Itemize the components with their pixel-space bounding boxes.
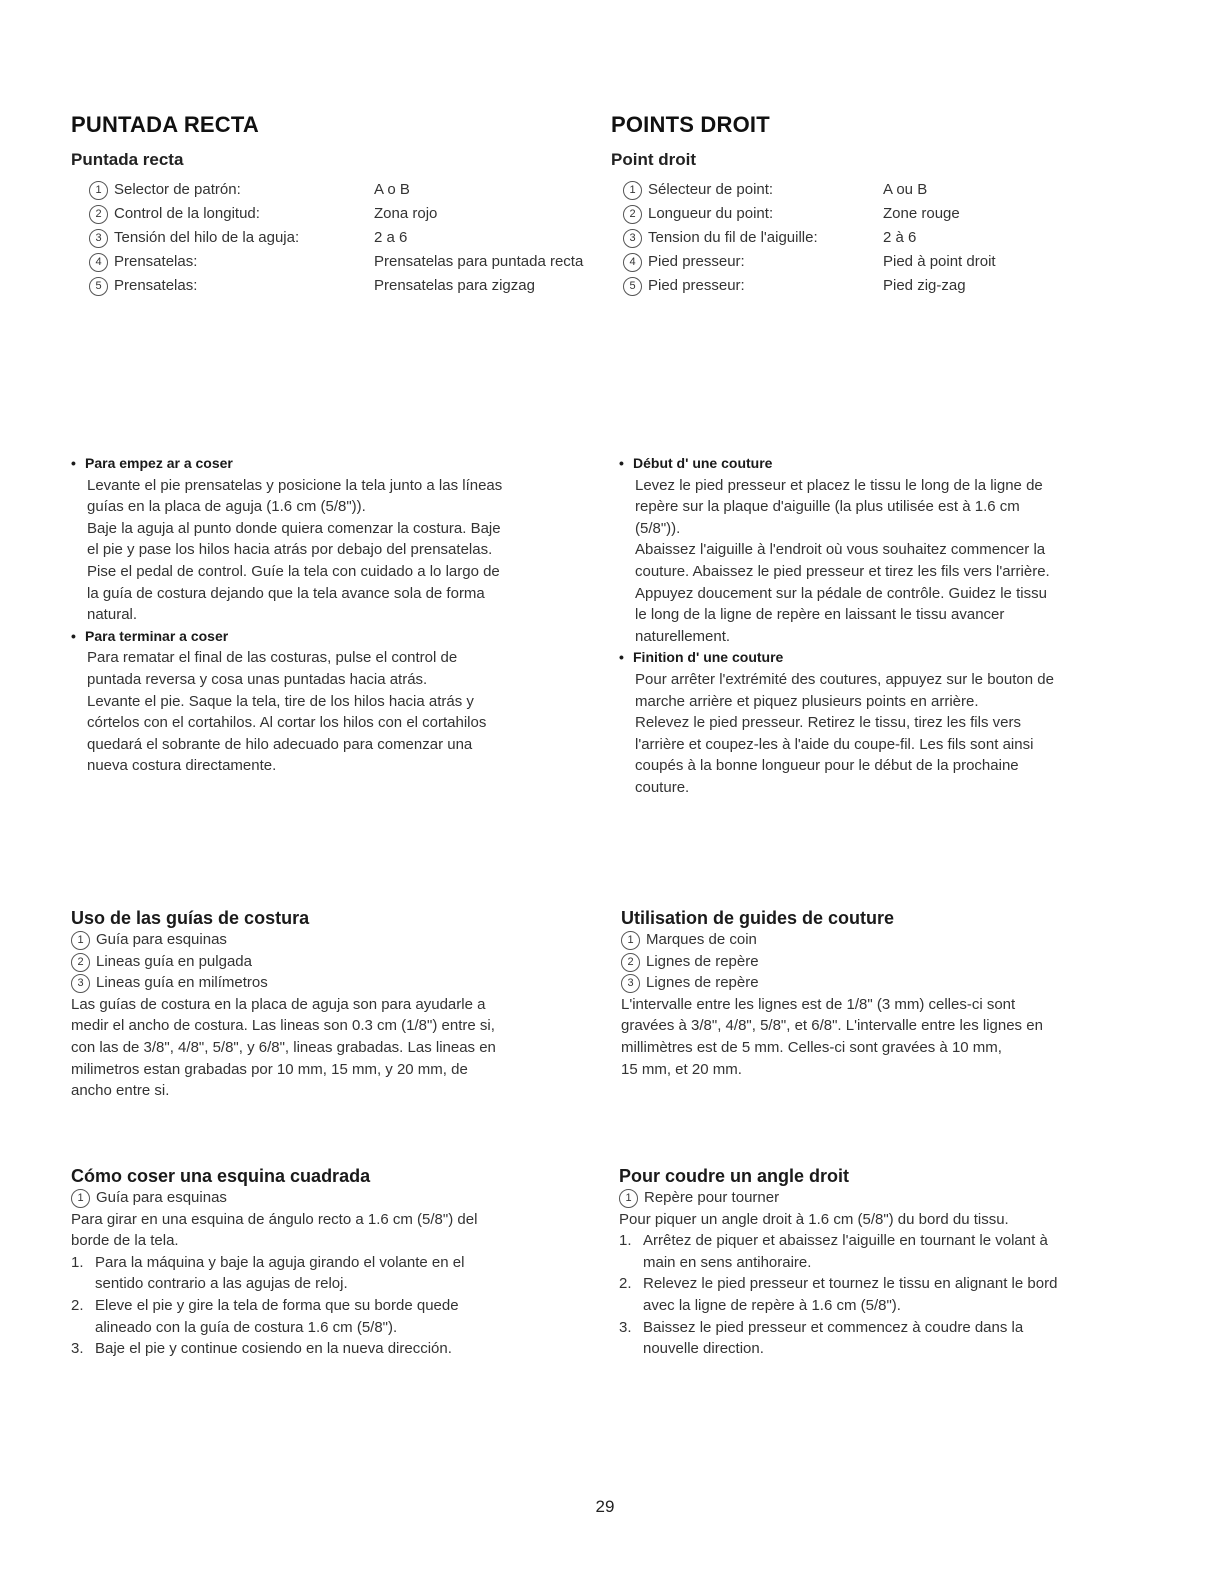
step-text: [95, 1338, 452, 1360]
item-text: Repère pour tourner: [644, 1189, 780, 1206]
spec-value: 2 à 6: [883, 229, 917, 246]
spec-label: Tension du fil de l'aiguille:: [648, 229, 818, 246]
text-line: naturellement.: [635, 627, 731, 645]
section-heading: Cómo coser una esquina cuadrada: [71, 1166, 371, 1186]
spec-label-cell: [89, 250, 374, 274]
text-line: nouvelle direction.: [643, 1340, 764, 1358]
spec-value: Prensatelas para puntada recta: [374, 253, 584, 270]
text-line: l'arrière et coupez-les à l'aide du coupe-fil. Les fils sont ainsi: [635, 735, 1034, 753]
step-text: [643, 1230, 1048, 1273]
text-line: Para girar en una esquina de ángulo recto a 1.6 cm (5/8") del: [71, 1210, 478, 1228]
page-number: 29: [595, 1497, 615, 1516]
text-line: la guía de costura dejando que la tela avance sola de forma: [87, 584, 485, 602]
spec-table: [71, 178, 591, 298]
text-line: coupés à la bonne longueur pour le début de la prochaine: [635, 757, 1019, 775]
spec-label-cell: [623, 202, 883, 226]
circled-number-icon: 2: [623, 205, 642, 224]
section-heading: Pour coudre un angle droit: [619, 1166, 850, 1186]
circled-number-icon: 1: [621, 931, 640, 950]
text-line: Abaissez l'aiguille à l'endroit où vous souhaitez commencer la: [635, 541, 1046, 559]
paragraph: [71, 1209, 591, 1252]
spec-label-cell: [89, 274, 374, 298]
text-line: avec la ligne de repère à 1.6 cm (5/8").: [643, 1296, 901, 1314]
circled-number-icon: 1: [89, 181, 108, 200]
item-text: Guía para esquinas: [96, 1189, 227, 1206]
item-text: Lignes de repère: [646, 952, 759, 970]
text-line: Levez le pied presseur et placez le tissu le long de la ligne de: [635, 476, 1043, 494]
circled-number-icon: 2: [71, 953, 90, 972]
list-item: [71, 1252, 591, 1295]
text-line: (5/8")).: [635, 519, 681, 537]
spec-label: Selector de patrón:: [114, 181, 241, 198]
bullet-icon: •: [71, 455, 76, 471]
section-heading: Utilisation de guides de couture: [621, 908, 895, 928]
text-line: gravées à 3/8", 4/8", 5/8", et 6/8". L'intervalle entre les lignes en: [621, 1017, 1043, 1035]
step-number: 1.: [71, 1253, 84, 1271]
text-line: natural.: [87, 606, 138, 624]
text-line: quedará el sobrante de hilo adecuado para comenzar una: [87, 735, 473, 753]
spec-value: Pied à point droit: [883, 253, 996, 270]
item-list: [621, 929, 1161, 994]
bullet-icon: •: [71, 627, 76, 644]
paragraph: [619, 1209, 1159, 1231]
spec-label-cell: [623, 178, 883, 202]
text-line: millimètres est de 5 mm. Celles-ci sont gravées à 10 mm,: [621, 1038, 1002, 1056]
text-line: Pour arrêter l'extrémité des coutures, appuyez sur le bouton de: [635, 670, 1054, 688]
text-line: alineado con la guía de costura 1.6 cm (5/8").: [95, 1318, 398, 1336]
paragraph: [71, 475, 591, 626]
text-line: milimetros estan grabadas por 10 mm, 15 mm, y 20 mm, de: [71, 1060, 468, 1078]
text-line: Relevez le pied presseur et tournez le tissu en alignant le bord: [643, 1275, 1058, 1293]
text-line: el pie y pase los hilos hacia atrás por debajo del prensatelas.: [87, 541, 493, 559]
spec-label: Prensatelas:: [114, 277, 198, 294]
spec-label: Tensión del hilo de la aguja:: [114, 229, 300, 246]
bullet-title: Para empez ar a coser: [85, 455, 233, 471]
bullet-title: Début d' une couture: [633, 455, 773, 471]
spec-label-cell: [623, 226, 883, 250]
spec-label-cell: [623, 274, 883, 298]
main-heading: PUNTADA RECTA: [71, 112, 259, 137]
text-line: sentido contrario a las agujas de reloj.: [95, 1275, 348, 1293]
text-line: ancho entre si.: [71, 1082, 170, 1100]
step-text: [95, 1252, 464, 1295]
bullet-icon: •: [619, 649, 624, 666]
circled-number-icon: 1: [71, 931, 90, 950]
spec-label-cell: [89, 226, 374, 250]
list-item: [71, 972, 591, 994]
text-line: main en sens antihoraire.: [643, 1253, 812, 1271]
spec-label: Pied presseur:: [648, 277, 745, 294]
step-number: 2.: [71, 1296, 84, 1314]
text-line: con las de 3/8", 4/8", 5/8", y 6/8", lineas grabadas. Las lineas en: [71, 1038, 496, 1056]
spec-table: [611, 178, 1151, 298]
paragraph: [619, 475, 1159, 648]
left-guides-section: [71, 908, 591, 1102]
text-line: nueva costura directamente.: [87, 757, 277, 775]
item-list: [71, 929, 591, 994]
spec-value: Prensatelas para zigzag: [374, 277, 535, 294]
text-line: medir el ancho de costura. Las lineas son 0.3 cm (1/8") entre si,: [71, 1017, 495, 1035]
text-line: Pise el pedal de control. Guíe la tela con cuidado a lo largo de: [87, 562, 500, 580]
spec-value: A o B: [374, 181, 410, 198]
list-item: [621, 929, 1161, 951]
list-item: [71, 1295, 591, 1338]
circled-number-icon: 5: [623, 277, 642, 296]
text-line: Levante el pie. Saque la tela, tire de los hilos hacia atrás y: [87, 692, 474, 710]
circled-number-icon: 4: [89, 253, 108, 272]
right-start-section: [619, 453, 1159, 799]
text-line: Baje el pie y continue cosiendo en la nueva dirección.: [95, 1340, 452, 1358]
bullet-title: Para terminar a coser: [85, 627, 229, 644]
text-line: Appuyez doucement sur la pédale de contrôle. Guidez le tissu: [635, 584, 1047, 602]
text-line: couture. Abaissez le pied presseur et tirez les fils vers l'arrière.: [635, 562, 1050, 580]
text-line: Levante el pie prensatelas y posicione la tela junto a las líneas: [87, 476, 503, 494]
spec-value: 2 a 6: [374, 229, 408, 246]
text-line: marche arrière et piquez plusieurs points en arrière.: [635, 692, 979, 710]
step-number: 2.: [619, 1275, 632, 1293]
list-item: [71, 951, 591, 973]
spec-value: Zona rojo: [374, 205, 438, 222]
spec-label-cell: [623, 250, 883, 274]
right-guides-section: [621, 908, 1161, 1080]
text-line: Arrêtez de piquer et abaissez l'aiguille en tournant le volant à: [643, 1232, 1048, 1250]
text-line: Baissez le pied presseur et commencez à coudre dans la: [643, 1318, 1024, 1336]
item-text: Marques de coin: [646, 931, 757, 948]
step-number: 1.: [619, 1232, 632, 1250]
list-item: [619, 1273, 1159, 1316]
item-list: [71, 1187, 591, 1209]
text-line: couture.: [635, 778, 690, 796]
bullet-title: Finition d' une couture: [633, 649, 784, 666]
circled-number-icon: 2: [89, 205, 108, 224]
list-item: [621, 951, 1161, 973]
text-line: 15 mm, et 20 mm.: [621, 1060, 742, 1078]
list-item: [621, 972, 1161, 994]
list-item: [619, 1230, 1159, 1273]
paragraph: [621, 994, 1161, 1080]
spec-value: A ou B: [883, 181, 928, 198]
spec-value: Pied zig-zag: [883, 277, 966, 294]
section-heading: Uso de las guías de costura: [71, 908, 310, 928]
item-text: Guía para esquinas: [96, 931, 227, 948]
item-text: Lineas guía en pulgada: [96, 952, 252, 970]
circled-number-icon: 3: [89, 229, 108, 248]
paragraph: [71, 647, 591, 777]
text-line: Las guías de costura en la placa de aguja son para ayudarle a: [71, 995, 486, 1013]
list-item: [619, 1317, 1159, 1360]
bullet-icon: •: [619, 455, 624, 471]
text-line: L'intervalle entre les lignes est de 1/8" (3 mm) celles-ci sont: [621, 995, 1016, 1013]
item-list: [619, 1187, 1159, 1209]
main-heading: POINTS DROIT: [611, 112, 770, 137]
paragraph: [71, 994, 591, 1102]
left-corner-section: [71, 1166, 591, 1360]
circled-number-icon: 2: [621, 953, 640, 972]
right-corner-section: [619, 1166, 1159, 1360]
text-line: Pour piquer un angle droit à 1.6 cm (5/8") du bord du tissu.: [619, 1210, 1009, 1228]
text-line: Para rematar el final de las costuras, pulse el control de: [87, 649, 458, 667]
list-item: [71, 929, 591, 951]
circled-number-icon: 3: [71, 974, 90, 993]
text-line: córtelos con el cortahilos. Al cortar los hilos con el cortahilos: [87, 714, 487, 732]
spec-value: Zone rouge: [883, 205, 960, 222]
text-line: Relevez le pied presseur. Retirez le tissu, tirez les fils vers: [635, 714, 1021, 732]
step-text: [95, 1295, 459, 1338]
circled-number-icon: 3: [621, 974, 640, 993]
numbered-list: [619, 1230, 1159, 1360]
circled-number-icon: 1: [619, 1189, 638, 1208]
spec-label-cell: [89, 202, 374, 226]
step-text: [643, 1317, 1023, 1360]
text-line: guías en la placa de aguja (1.6 cm (5/8")).: [87, 498, 366, 516]
circled-number-icon: 1: [623, 181, 642, 200]
left-column: [71, 112, 591, 298]
left-start-section: [71, 453, 591, 777]
step-number: 3.: [619, 1318, 632, 1336]
step-text: [643, 1273, 1057, 1316]
circled-number-icon: 4: [623, 253, 642, 272]
paragraph: [619, 669, 1159, 799]
circled-number-icon: 1: [71, 1189, 90, 1208]
text-line: borde de la tela.: [71, 1232, 179, 1250]
text-line: puntada reversa y cosa unas puntadas hacia atrás.: [87, 670, 428, 688]
spec-label: Sélecteur de point:: [648, 181, 774, 198]
spec-label-cell: [89, 178, 374, 202]
circled-number-icon: 3: [623, 229, 642, 248]
text-line: Eleve el pie y gire la tela de forma que su borde quede: [95, 1296, 459, 1314]
sub-heading: Point droit: [611, 150, 696, 169]
list-item: [71, 1338, 591, 1360]
step-number: 3.: [71, 1340, 84, 1358]
item-text: Lignes de repère: [646, 974, 759, 992]
text-line: repère sur la plaque d'aiguille (la plus utilisée est à 1.6 cm: [635, 498, 1020, 516]
numbered-list: [71, 1252, 591, 1360]
text-line: Baje la aguja al punto donde quiera comenzar la costura. Baje: [87, 519, 501, 537]
item-text: Lineas guía en milímetros: [96, 974, 268, 992]
circled-number-icon: 5: [89, 277, 108, 296]
sub-heading: Puntada recta: [71, 150, 184, 169]
text-line: le long de la ligne de repère en laissant le tissu avancer: [635, 606, 1005, 624]
right-column: [611, 112, 1151, 298]
text-line: Para la máquina y baje la aguja girando el volante en el: [95, 1253, 465, 1271]
spec-label: Control de la longitud:: [114, 205, 260, 222]
spec-label: Pied presseur:: [648, 253, 745, 270]
spec-label: Prensatelas:: [114, 253, 198, 270]
spec-label: Longueur du point:: [648, 205, 774, 222]
